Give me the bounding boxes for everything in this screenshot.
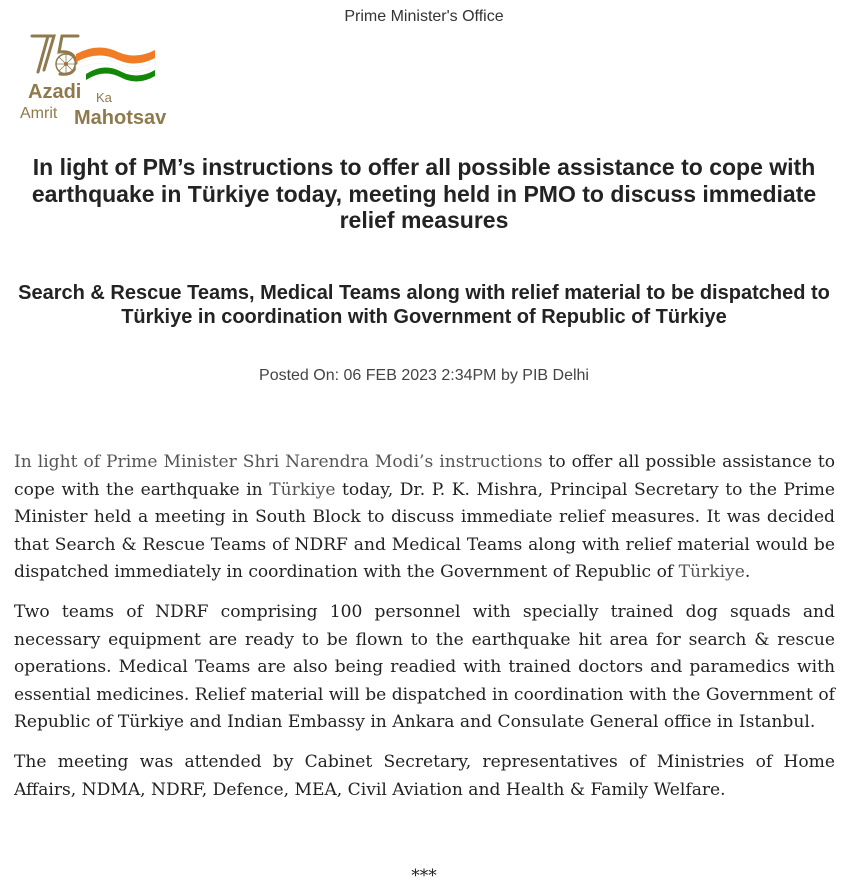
- paragraph-1-text-b: today, Dr. P. K. Mishra, Principal Secretary to the Prime Minister held a meeting in South Block to discuss immediate relief measures. It was decided that Search & Rescue Teams of NDRF and Medical Teams along with relief material would be dispatched immediately in coordination with the Government of Republic of: [14, 479, 835, 583]
- end-mark: ***: [411, 866, 437, 886]
- article-body: [14, 449, 835, 816]
- press-release-headline: In light of PM’s instructions to offer all possible assistance to cope with earthquake in Türkiye today, meeting held in PMO to discuss immediate relief measures: [31, 154, 817, 233]
- tricolour-flag-icon: [76, 47, 155, 81]
- press-release-subheadline: Search & Rescue Teams, Medical Teams along with relief material to be dispatched to Türkiye in coordination with Government of Republic of Türkiye: [18, 282, 830, 328]
- azadi-ka-amrit-mahotsav-logo: [18, 32, 190, 128]
- chakra-icon: [56, 54, 76, 74]
- paragraph-1: [14, 449, 835, 587]
- pm-instructions-text: In light of Prime Minister Shri Narendra Modi’s instructions: [14, 452, 543, 472]
- logo-azadi: Azadi: [28, 81, 82, 103]
- paragraph-1-end: .: [744, 562, 751, 583]
- ministry-name: Prime Minister's Office: [344, 8, 504, 25]
- logo-ka: Ka: [96, 90, 112, 105]
- turkiye-text: Türkiye: [269, 479, 336, 500]
- logo-mahotsav: Mahotsav: [74, 107, 167, 128]
- turkiye-text: Türkiye: [678, 562, 745, 583]
- paragraph-2: Two teams of NDRF comprising 100 personnel with specially trained dog squads and necessary equipment are ready to be flown to the earthquake hit area for search & rescue operations. Medical Teams are also being readied with trained doctors and paramedics with essential medicines. Relief material will be dispatched in coordination with the Government of Republic of Türkiye and Indian Embassy in Ankara and Consulate General office in Istanbul.: [14, 601, 835, 733]
- logo-amrit: Amrit: [20, 105, 58, 122]
- paragraph-1-text-a: to offer all possible assistance to cope with the earthquake in: [14, 452, 835, 500]
- posted-on-line: Posted On: 06 FEB 2023 2:34PM by PIB Delhi: [259, 367, 589, 384]
- paragraph-3: The meeting was attended by Cabinet Secretary, representatives of Ministries of Home Affairs, NDMA, NDRF, Defence, MEA, Civil Aviation and Health & Family Welfare.: [14, 751, 835, 800]
